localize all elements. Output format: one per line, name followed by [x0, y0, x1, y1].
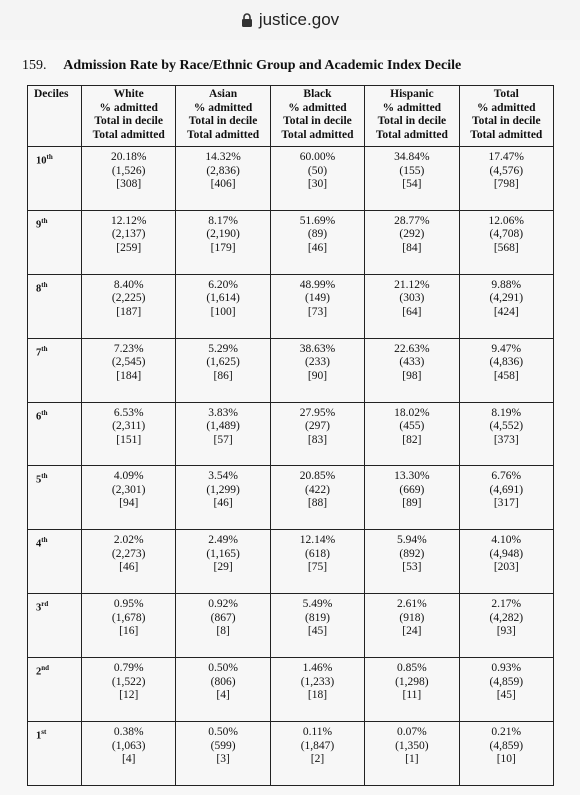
total-admitted: [16] [119, 625, 139, 638]
decile-label: 9th [28, 210, 82, 274]
pct: 3.83% [208, 406, 238, 419]
pct: 8.40% [113, 278, 144, 291]
pct: 2.61% [397, 598, 427, 611]
header-hispanic: Hispanic % admitted Total in decile Total admitted [365, 86, 459, 147]
total-admitted: [184] [116, 369, 142, 382]
table-row [28, 274, 554, 338]
total-admitted: [94] [119, 497, 139, 510]
total-admitted: [100] [210, 305, 236, 318]
decile-label: 6th [28, 402, 82, 466]
cell-total [459, 210, 553, 274]
cell-asian [176, 722, 270, 786]
total-in-decile: (2,311) [112, 420, 146, 433]
table-row [28, 466, 554, 530]
pct: 0.95% [113, 598, 144, 611]
total-in-decile: (2,301) [111, 483, 146, 496]
total-in-decile: (50) [307, 164, 328, 177]
pct: 4.10% [491, 534, 522, 547]
total-admitted: [88] [307, 497, 328, 510]
header-black: Black % admitted Total in decile Total admitted [270, 86, 364, 147]
cell-white [82, 658, 176, 722]
cell-white [82, 274, 176, 338]
cell-black [270, 210, 364, 274]
pct: 14.32% [205, 151, 241, 163]
pct: 8.19% [491, 406, 522, 419]
cell-white [82, 147, 176, 211]
pct: 20.85% [299, 470, 336, 483]
total-admitted: [30] [307, 178, 328, 190]
total-in-decile: (303) [399, 292, 425, 305]
total-in-decile: (2,225) [111, 292, 146, 305]
total-admitted: [46] [213, 497, 233, 510]
cell-black [270, 402, 364, 466]
pct: 21.12% [394, 278, 430, 291]
total-in-decile: (1,233) [300, 675, 335, 688]
total-in-decile: (918) [399, 611, 425, 624]
pct: 0.50% [208, 726, 238, 739]
cell-asian [176, 147, 270, 211]
total-admitted: [12] [119, 689, 139, 702]
total-admitted: [798] [493, 178, 519, 190]
total-in-decile: (2,190) [206, 228, 240, 241]
pct: 0.38% [113, 726, 144, 739]
cell-hispanic [365, 147, 459, 211]
total-admitted: [179] [210, 241, 236, 254]
total-admitted: [2] [310, 753, 325, 766]
total-in-decile: (292) [399, 228, 425, 241]
cell-total [459, 147, 553, 211]
total-admitted: [82] [402, 433, 422, 446]
total-admitted: [18] [307, 689, 328, 702]
total-in-decile: (89) [307, 228, 328, 241]
total-in-decile: (1,165) [206, 547, 240, 560]
total-admitted: [89] [402, 497, 422, 510]
total-in-decile: (1,614) [206, 292, 240, 305]
total-admitted: [4] [216, 689, 230, 702]
pct: 0.79% [113, 662, 144, 675]
table-row [28, 530, 554, 594]
pct: 18.02% [394, 406, 430, 419]
pct: 12.12% [110, 214, 147, 227]
total-admitted: [424] [493, 305, 519, 318]
cell-total [459, 338, 553, 402]
pct: 0.07% [397, 726, 427, 739]
decile-label: 5th [28, 466, 82, 530]
table-heading [22, 58, 461, 74]
total-in-decile: (1,299) [206, 483, 240, 496]
cell-total [459, 722, 553, 786]
pct: 1.46% [302, 662, 333, 675]
pct: 38.63% [299, 342, 336, 355]
cell-total [459, 466, 553, 530]
pct: 7.23% [113, 342, 144, 355]
pct: 12.14% [299, 534, 336, 547]
pct: 60.00% [299, 151, 336, 163]
document-page [0, 40, 580, 795]
total-admitted: [75] [307, 561, 328, 574]
pct: 2.17% [491, 598, 522, 611]
cell-asian [176, 466, 270, 530]
total-in-decile: (4,836) [489, 356, 524, 369]
pct: 4.09% [113, 470, 144, 483]
cell-hispanic [365, 402, 459, 466]
cell-asian [176, 594, 270, 658]
total-in-decile: (4,859) [489, 739, 524, 752]
pct: 51.69% [299, 214, 336, 227]
total-admitted: [54] [402, 178, 422, 190]
pct: 0.21% [491, 726, 522, 739]
total-in-decile: (867) [210, 611, 236, 624]
pct: 5.94% [397, 534, 427, 547]
header-deciles: Deciles [28, 86, 82, 147]
pct: 2.02% [113, 534, 144, 547]
pct: 6.20% [208, 278, 238, 291]
total-in-decile: (155) [399, 164, 425, 177]
table-number: 159. [22, 58, 47, 73]
total-admitted: [3] [216, 753, 230, 766]
pct: 28.77% [394, 214, 430, 227]
pct: 0.93% [491, 662, 522, 675]
total-admitted: [93] [496, 625, 516, 638]
cell-white [82, 722, 176, 786]
table-row [28, 210, 554, 274]
pct: 0.85% [397, 662, 427, 675]
total-admitted: [373] [493, 433, 519, 446]
total-admitted: [64] [402, 305, 422, 318]
pct: 5.29% [208, 342, 238, 355]
pct: 0.50% [208, 662, 238, 675]
cell-black [270, 338, 364, 402]
header-white: White % admitted Total in decile Total admitted [82, 86, 176, 147]
cell-hispanic [365, 274, 459, 338]
cell-black [270, 466, 364, 530]
total-admitted: [308] [116, 178, 142, 190]
total-admitted: [45] [307, 625, 328, 638]
header-total: Total % admitted Total in decile Total admitted [459, 86, 553, 147]
total-in-decile: (892) [399, 547, 425, 560]
total-admitted: [24] [402, 625, 422, 638]
table-row [28, 338, 554, 402]
decile-label: 7th [28, 338, 82, 402]
cell-black [270, 594, 364, 658]
cell-hispanic [365, 594, 459, 658]
total-in-decile: (4,291) [489, 292, 524, 305]
total-in-decile: (1,298) [395, 675, 429, 688]
total-in-decile: (4,859) [489, 675, 524, 688]
cell-total [459, 530, 553, 594]
total-admitted: [11] [402, 689, 422, 702]
pct: 8.17% [208, 214, 238, 227]
total-admitted: [98] [402, 369, 422, 382]
total-admitted: [259] [116, 241, 142, 254]
total-in-decile: (806) [210, 675, 236, 688]
pct: 34.84% [394, 151, 430, 163]
total-in-decile: (433) [399, 356, 425, 369]
decile-label: 8th [28, 274, 82, 338]
pct: 17.47% [488, 151, 525, 163]
total-in-decile: (1,526) [111, 164, 146, 177]
pct: 9.47% [491, 342, 522, 355]
decile-label: 10th [28, 147, 82, 211]
cell-asian [176, 402, 270, 466]
total-admitted: [151] [116, 433, 142, 446]
pct: 13.30% [394, 470, 430, 483]
total-admitted: [4] [121, 753, 136, 766]
total-admitted: [73] [307, 305, 328, 318]
total-in-decile: (233) [305, 356, 330, 369]
cell-asian [176, 210, 270, 274]
cell-total [459, 402, 553, 466]
total-in-decile: (1,489) [206, 420, 240, 433]
cell-hispanic [365, 658, 459, 722]
total-in-decile: (1,063) [111, 739, 146, 752]
total-in-decile: (1,350) [395, 739, 429, 752]
total-admitted: [317] [493, 497, 519, 510]
total-in-decile: (2,137) [111, 228, 146, 241]
pct: 22.63% [394, 342, 430, 355]
total-admitted: [45] [496, 689, 516, 702]
total-admitted: [8] [216, 625, 230, 638]
total-in-decile: (4,708) [489, 228, 524, 241]
total-in-decile: (1,678) [111, 611, 146, 624]
pct: 6.53% [113, 406, 144, 419]
cell-white [82, 466, 176, 530]
cell-asian [176, 338, 270, 402]
pct: 20.18% [110, 151, 147, 163]
cell-white [82, 402, 176, 466]
total-in-decile: (1,625) [206, 356, 240, 369]
total-admitted: [83] [307, 433, 328, 446]
pct: 6.76% [491, 470, 522, 483]
decile-label: 1st [28, 722, 82, 786]
lock-icon [241, 13, 253, 27]
table-row [28, 658, 554, 722]
cell-black [270, 274, 364, 338]
pct: 0.11% [302, 726, 333, 739]
total-admitted: [46] [307, 241, 328, 254]
total-in-decile: (4,576) [489, 164, 524, 177]
total-in-decile: (1,522) [111, 675, 146, 688]
total-admitted: [29] [213, 561, 233, 574]
total-admitted: [57] [213, 433, 233, 446]
cell-total [459, 658, 553, 722]
total-in-decile: (297) [305, 420, 330, 433]
cell-asian [176, 274, 270, 338]
cell-total [459, 274, 553, 338]
header-row [28, 86, 554, 147]
total-admitted: [53] [402, 561, 422, 574]
pct: 27.95% [299, 406, 336, 419]
cell-total [459, 594, 553, 658]
total-in-decile: (599) [210, 739, 236, 752]
table-row [28, 722, 554, 786]
total-admitted: [90] [307, 369, 328, 382]
total-admitted: [187] [116, 305, 142, 318]
table-title: Admission Rate by Race/Ethnic Group and Academic Index Decile [63, 58, 462, 73]
total-admitted: [84] [402, 241, 422, 254]
admission-rate-table [27, 85, 554, 786]
cell-black [270, 658, 364, 722]
total-in-decile: (4,282) [489, 611, 524, 624]
total-in-decile: (4,948) [489, 547, 524, 560]
total-in-decile: (4,552) [489, 420, 524, 433]
cell-hispanic [365, 466, 459, 530]
total-in-decile: (2,836) [206, 164, 240, 177]
pct: 12.06% [488, 214, 525, 227]
total-admitted: [10] [496, 753, 516, 766]
pct: 0.92% [208, 598, 238, 611]
cell-black [270, 147, 364, 211]
total-admitted: [568] [493, 241, 519, 254]
cell-white [82, 338, 176, 402]
table-body [28, 147, 554, 786]
total-in-decile: (455) [399, 420, 425, 433]
cell-white [82, 210, 176, 274]
total-admitted: [86] [213, 369, 233, 382]
total-in-decile: (618) [305, 547, 330, 560]
pct: 5.49% [302, 598, 333, 611]
total-admitted: [203] [493, 561, 519, 574]
header-asian: Asian % admitted Total in decile Total admitted [176, 86, 270, 147]
cell-black [270, 530, 364, 594]
total-in-decile: (149) [305, 292, 330, 305]
decile-label: 4th [28, 530, 82, 594]
cell-asian [176, 530, 270, 594]
total-in-decile: (4,691) [489, 483, 524, 496]
pct: 9.88% [491, 278, 522, 291]
total-admitted: [458] [493, 369, 519, 382]
cell-white [82, 530, 176, 594]
pct: 2.49% [208, 534, 238, 547]
cell-black [270, 722, 364, 786]
table-row [28, 594, 554, 658]
total-in-decile: (819) [305, 611, 330, 624]
total-in-decile: (669) [399, 483, 425, 496]
total-in-decile: (422) [305, 483, 330, 496]
total-in-decile: (2,545) [111, 356, 146, 369]
cell-hispanic [365, 722, 459, 786]
cell-hispanic [365, 530, 459, 594]
total-admitted: [46] [119, 561, 139, 574]
pct: 3.54% [208, 470, 238, 483]
total-admitted: [1] [405, 753, 419, 766]
browser-address-bar[interactable] [0, 0, 580, 41]
total-admitted: [406] [210, 178, 236, 190]
pct: 48.99% [299, 278, 336, 291]
cell-hispanic [365, 338, 459, 402]
table-row [28, 147, 554, 211]
cell-white [82, 594, 176, 658]
url-text: justice.gov [258, 10, 340, 29]
decile-label: 3rd [28, 594, 82, 658]
cell-asian [176, 658, 270, 722]
decile-label: 2nd [28, 658, 82, 722]
table-row [28, 402, 554, 466]
total-in-decile: (2,273) [111, 547, 146, 560]
cell-hispanic [365, 210, 459, 274]
total-in-decile: (1,847) [300, 739, 335, 752]
